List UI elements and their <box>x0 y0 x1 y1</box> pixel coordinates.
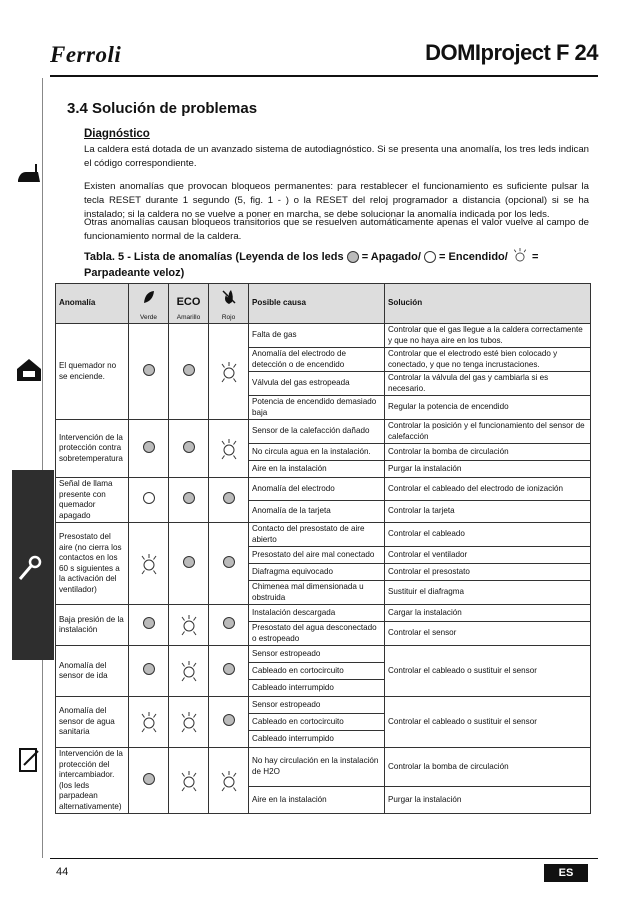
installer-house-icon <box>14 355 44 385</box>
anomaly-cell: Intervención de la protección contra sobretemperatura <box>56 420 129 478</box>
header-solution: Solución <box>385 284 591 324</box>
led-cell <box>129 523 169 605</box>
eco-leaf-icon <box>141 289 157 305</box>
model-title: DOMIproject F 24 <box>425 40 598 65</box>
led-cell <box>209 605 249 646</box>
cause-cell: Contacto del presostato de aire abierto <box>249 523 385 547</box>
led-cell <box>209 748 249 814</box>
cause-cell: Anomalía del electrodo de detección o de encendido <box>249 348 385 372</box>
caption-text: = Parpadeante <box>84 250 539 279</box>
solution-cell: Controlar el cableado o sustituir el sensor <box>385 697 591 748</box>
user-hand-icon <box>14 160 44 190</box>
led-off-icon <box>223 492 235 504</box>
paragraph: Existen anomalías que provocan bloqueos permanentes: para restablecer el funcionamiento es suficiente pulsar la tecla RESET durante 1 segundo (5, fig. 1 - ) o la RESET del reloj programador a distancia (opcional) si se ha instalado; si la caldera no se vuelve a poner en marcha, se debe solucionar la anomalía indicada por los leds. <box>84 181 589 220</box>
solution-cell: Cargar la instalación <box>385 605 591 622</box>
eco-text-icon: ECO <box>176 296 201 308</box>
solution-cell: Purgar la instalación <box>385 786 591 813</box>
cause-cell: Sensor de la calefacción dañado <box>249 420 385 444</box>
solution-cell: Controlar el cableado <box>385 523 591 547</box>
led-blink-icon <box>138 553 160 575</box>
led-off-icon <box>223 617 235 629</box>
led-off-icon <box>143 773 155 785</box>
led-cell <box>129 420 169 478</box>
caption-text: = Apagado/ <box>361 250 421 263</box>
solution-cell: Controlar la válvula del gas y cambiarla si es necesario. <box>385 372 591 396</box>
anomaly-cell: Anomalía del sensor de agua sanitaria <box>56 697 129 748</box>
led-cell <box>169 697 209 748</box>
table-row <box>56 420 591 444</box>
language-badge: ES <box>544 864 588 882</box>
led-cell <box>169 748 209 814</box>
header-cause: Posible causa <box>249 284 385 324</box>
cause-cell: Aire en la instalación <box>249 461 385 478</box>
anomaly-cell: Presostato del aire (no cierra los contactos en los 60 s siguientes a la activación del ventilador) <box>56 523 129 605</box>
led-cell <box>169 523 209 605</box>
cause-cell: Cableado interrumpido <box>249 731 385 748</box>
cause-cell: Cableado interrumpido <box>249 680 385 697</box>
led-blink-icon <box>218 361 240 383</box>
led-cell <box>129 605 169 646</box>
header-led-red <box>209 284 249 324</box>
solution-cell: Controlar la tarjeta <box>385 500 591 523</box>
header-rule <box>50 75 598 77</box>
cause-cell: No circula agua en la instalación. <box>249 444 385 461</box>
led-blink-icon <box>218 438 240 460</box>
led-cell <box>209 646 249 697</box>
wrench-icon <box>14 553 44 583</box>
led-off-icon <box>223 714 235 726</box>
led-cell <box>209 523 249 605</box>
led-cell <box>209 324 249 420</box>
cause-cell: Potencia de encendido demasiado baja <box>249 396 385 420</box>
table-row <box>56 478 591 501</box>
solution-cell: Purgar la instalación <box>385 461 591 478</box>
caption-text: Tabla. 5 - Lista de anomalías (Leyenda de los leds <box>84 250 344 263</box>
cause-cell: Sensor estropeado <box>249 697 385 714</box>
solution-cell: Regular la potencia de encendido <box>385 396 591 420</box>
led-blink-icon <box>138 711 160 733</box>
solution-cell: Controlar el cableado del electrodo de ionización <box>385 478 591 501</box>
table-caption <box>84 248 589 281</box>
cause-cell: Presostato del aire mal conectado <box>249 547 385 564</box>
solution-cell: Sustituir el diafragma <box>385 581 591 605</box>
anomaly-cell: Baja presión de la instalación <box>56 605 129 646</box>
led-blink-icon <box>178 614 200 636</box>
led-off-icon <box>183 492 195 504</box>
led-cell <box>129 324 169 420</box>
led-cell <box>129 646 169 697</box>
led-cell <box>169 324 209 420</box>
footer-rule <box>50 858 598 859</box>
table-header-row <box>56 284 591 324</box>
led-off-icon <box>347 251 359 263</box>
section-subtitle: Diagnóstico <box>84 128 150 140</box>
led-cell <box>169 646 209 697</box>
solution-cell: Controlar que el gas llegue a la caldera correctamente y que no haya aire en los tubos. <box>385 324 591 348</box>
led-cell <box>209 478 249 523</box>
led-cell <box>129 478 169 523</box>
solution-cell: Controlar el presostato <box>385 564 591 581</box>
table-row <box>56 646 591 663</box>
led-blink-icon <box>218 770 240 792</box>
led-off-icon <box>143 617 155 629</box>
header-led-yellow <box>169 284 209 324</box>
cause-cell: Anomalía del electrodo <box>249 478 385 501</box>
solution-cell: Controlar que el electrodo esté bien colocado y conectado, y que no tenga incrustaciones. <box>385 348 591 372</box>
led-off-icon <box>143 441 155 453</box>
section-title: 3.4 Solución de problemas <box>67 100 258 117</box>
led-cell <box>169 478 209 523</box>
led-blink-icon <box>511 248 529 266</box>
cause-cell: Válvula del gas estropeada <box>249 372 385 396</box>
led-on-icon <box>424 251 436 263</box>
cause-cell: Sensor estropeado <box>249 646 385 663</box>
flame-crossed-icon <box>221 289 237 305</box>
led-label: Amarillo <box>176 313 201 321</box>
table-row <box>56 748 591 787</box>
table-row <box>56 523 591 547</box>
table-row <box>56 605 591 622</box>
cause-cell: Chimenea mal dimensionada u obstruida <box>249 581 385 605</box>
led-off-icon <box>223 556 235 568</box>
caption-text: = Encendido/ <box>439 250 508 263</box>
page-number: 44 <box>56 866 69 878</box>
solution-cell: Controlar la posición y el funcionamiento del sensor de calefacción <box>385 420 591 444</box>
anomaly-cell: El quemador no se enciende. <box>56 324 129 420</box>
solution-cell: Controlar el cableado o sustituir el sensor <box>385 646 591 697</box>
led-cell <box>169 605 209 646</box>
led-cell <box>209 697 249 748</box>
led-off-icon <box>143 663 155 675</box>
led-off-icon <box>183 364 195 376</box>
brand-logo: Ferroli <box>50 42 122 67</box>
led-cell <box>169 420 209 478</box>
paragraph: La caldera está dotada de un avanzado sistema de autodiagnóstico. Si se presenta una anomalía, los tres leds indican el código correspondiente. <box>84 144 589 169</box>
led-blink-icon <box>178 711 200 733</box>
solution-cell: Controlar la bomba de circulación <box>385 748 591 787</box>
solution-cell: Controlar la bomba de circulación <box>385 444 591 461</box>
solution-cell: Controlar el ventilador <box>385 547 591 564</box>
led-blink-icon <box>178 770 200 792</box>
anomaly-cell: Señal de llama presente con quemador apagado <box>56 478 129 523</box>
table-row <box>56 324 591 348</box>
header-anomaly: Anomalía <box>56 284 129 324</box>
anomaly-table <box>55 283 591 814</box>
cause-cell: Cableado en cortocircuito <box>249 714 385 731</box>
cause-cell: Anomalía de la tarjeta <box>249 500 385 523</box>
caption-text: veloz) <box>153 267 185 279</box>
led-on-icon <box>143 492 155 504</box>
anomaly-cell: Intervención de la protección del intercambiador. (los leds parpadean alternativamente) <box>56 748 129 814</box>
led-blink-icon <box>178 660 200 682</box>
cause-cell: Presostato del agua desconectado o estropeado <box>249 622 385 646</box>
led-label: Rojo <box>221 313 236 321</box>
header-led-green <box>129 284 169 324</box>
cause-cell: Diafragma equivocado <box>249 564 385 581</box>
sidebar-divider <box>42 78 43 858</box>
solution-cell: Controlar el sensor <box>385 622 591 646</box>
cause-cell: Aire en la instalación <box>249 786 385 813</box>
led-off-icon <box>223 663 235 675</box>
led-label: Verde <box>140 313 157 321</box>
paragraph: Otras anomalías causan bloqueos transitorios que se resuelven automáticamente apenas el valor vuelve al campo de funcionamiento normal de la caldera. <box>84 217 589 242</box>
cause-cell: Falta de gas <box>249 324 385 348</box>
led-off-icon <box>183 556 195 568</box>
table-row <box>56 697 591 714</box>
led-cell <box>129 697 169 748</box>
led-cell <box>209 420 249 478</box>
led-cell <box>129 748 169 814</box>
cause-cell: Cableado en cortocircuito <box>249 663 385 680</box>
led-off-icon <box>183 441 195 453</box>
notes-pencil-icon <box>14 745 44 775</box>
cause-cell: Instalación descargada <box>249 605 385 622</box>
cause-cell: No hay circulación en la instalación de H2O <box>249 748 385 787</box>
anomaly-cell: Anomalía del sensor de ida <box>56 646 129 697</box>
led-off-icon <box>143 364 155 376</box>
